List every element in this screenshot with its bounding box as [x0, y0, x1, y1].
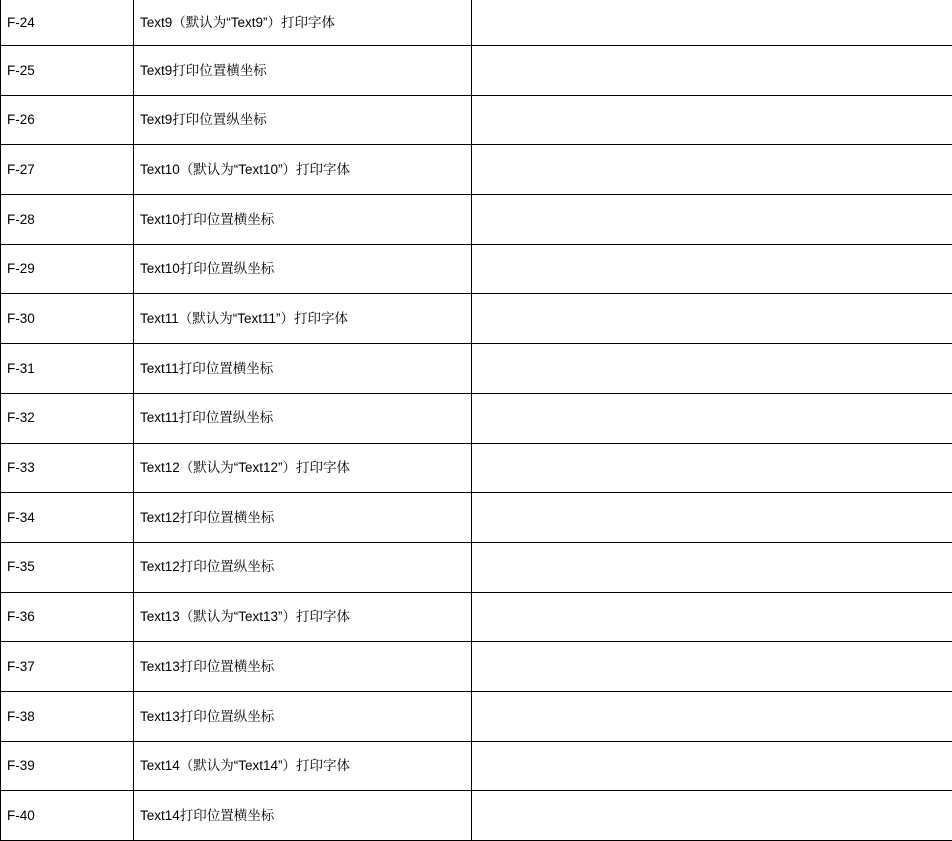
- row-code: F-25: [1, 46, 134, 96]
- row-description: Text9打印位置横坐标: [134, 46, 472, 96]
- row-value: [472, 791, 952, 841]
- row-description: Text11打印位置纵坐标: [134, 393, 472, 443]
- table-row: [1, 741, 952, 791]
- row-code: F-36: [1, 592, 134, 642]
- row-code: F-29: [1, 244, 134, 294]
- row-code: F-39: [1, 741, 134, 791]
- row-description: Text9打印位置纵坐标: [134, 95, 472, 145]
- row-value: [472, 95, 952, 145]
- row-description: Text9（默认为“Text9”）打印字体: [134, 0, 472, 46]
- row-code: F-26: [1, 95, 134, 145]
- row-description: Text10打印位置横坐标: [134, 195, 472, 245]
- row-code: F-32: [1, 393, 134, 443]
- row-code: F-34: [1, 493, 134, 543]
- table-row: [1, 542, 952, 592]
- spec-table-body: [1, 0, 952, 841]
- row-value: [472, 691, 952, 741]
- row-description: Text12打印位置横坐标: [134, 493, 472, 543]
- row-code: F-28: [1, 195, 134, 245]
- row-value: [472, 145, 952, 195]
- row-value: [472, 344, 952, 394]
- table-row: [1, 443, 952, 493]
- row-value: [472, 642, 952, 692]
- table-row: [1, 244, 952, 294]
- table-row: [1, 0, 952, 46]
- row-code: F-33: [1, 443, 134, 493]
- row-value: [472, 294, 952, 344]
- table-row: [1, 493, 952, 543]
- row-code: F-38: [1, 691, 134, 741]
- row-description: Text11打印位置横坐标: [134, 344, 472, 394]
- row-code: F-30: [1, 294, 134, 344]
- row-description: Text12打印位置纵坐标: [134, 542, 472, 592]
- table-row: [1, 95, 952, 145]
- table-row: [1, 294, 952, 344]
- row-description: Text13打印位置纵坐标: [134, 691, 472, 741]
- row-code: F-27: [1, 145, 134, 195]
- row-value: [472, 443, 952, 493]
- table-row: [1, 195, 952, 245]
- row-value: [472, 244, 952, 294]
- row-value: [472, 741, 952, 791]
- row-value: [472, 393, 952, 443]
- row-value: [472, 46, 952, 96]
- row-code: F-24: [1, 0, 134, 46]
- row-value: [472, 592, 952, 642]
- row-value: [472, 542, 952, 592]
- row-description: Text13打印位置横坐标: [134, 642, 472, 692]
- row-value: [472, 195, 952, 245]
- row-description: Text12（默认为“Text12”）打印字体: [134, 443, 472, 493]
- table-row: [1, 592, 952, 642]
- row-code: F-37: [1, 642, 134, 692]
- table-row: [1, 393, 952, 443]
- row-value: [472, 0, 952, 46]
- row-code: F-35: [1, 542, 134, 592]
- table-row: [1, 46, 952, 96]
- row-description: Text10打印位置纵坐标: [134, 244, 472, 294]
- row-code: F-40: [1, 791, 134, 841]
- row-description: Text10（默认为“Text10”）打印字体: [134, 145, 472, 195]
- row-description: Text13（默认为“Text13”）打印字体: [134, 592, 472, 642]
- table-row: [1, 691, 952, 741]
- row-description: Text14（默认为“Text14”）打印字体: [134, 741, 472, 791]
- row-description: Text11（默认为“Text11”）打印字体: [134, 294, 472, 344]
- table-row: [1, 642, 952, 692]
- table-row: [1, 145, 952, 195]
- table-row: [1, 344, 952, 394]
- row-description: Text14打印位置横坐标: [134, 791, 472, 841]
- table-row: [1, 791, 952, 841]
- row-code: F-31: [1, 344, 134, 394]
- row-value: [472, 493, 952, 543]
